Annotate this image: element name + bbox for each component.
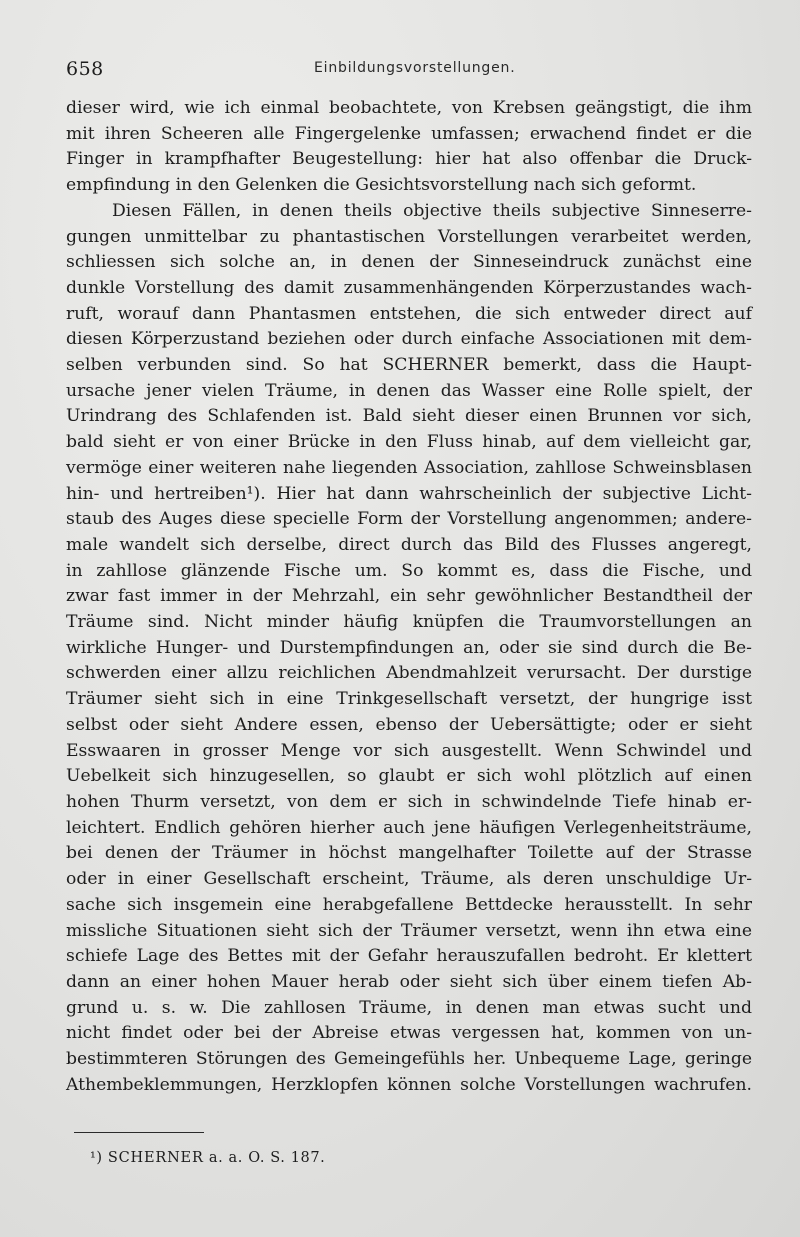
text-line: Urindrang des Schlafenden ist. Bald sieht dieser einen Brunnen vor sich,	[66, 406, 752, 427]
text-line: Esswaaren in grosser Menge vor sich ausgestellt. Wenn Schwindel und	[66, 740, 752, 761]
text-line: grund u. s. w. Die zahllosen Träume, in denen man etwas sucht und	[66, 997, 752, 1018]
text-line: diesen Körperzustand beziehen oder durch einfache Associationen mit dem-	[66, 329, 752, 350]
text-line: Träume sind. Nicht minder häufig knüpfen die Traumvorstellungen an	[66, 612, 752, 633]
footnote-reference: a. a. O. S. 187.	[208, 1150, 326, 1166]
text-line: schiefe Lage des Bettes mit der Gefahr herauszufallen bedroht. Er klettert	[66, 946, 752, 967]
footnote-marker: ¹)	[90, 1150, 103, 1166]
text-line: dunkle Vorstellung des damit zusammenhängenden Körperzustandes wach-	[66, 277, 752, 298]
text-line: leichtert. Endlich gehören hierher auch jene häufigen Verlegenheitsträume,	[66, 817, 752, 838]
text-line: dann an einer hohen Mauer herab oder sieht sich über einem tiefen Ab-	[66, 971, 752, 992]
book-page	[66, 52, 752, 1098]
text-line: schliessen sich solche an, in denen der Sinneseindruck zunächst eine	[66, 252, 752, 273]
text-line: ursache jener vielen Träume, in denen das Wasser eine Rolle spielt, der	[66, 380, 752, 401]
text-line: bald sieht er von einer Brücke in den Fluss hinab, auf dem vielleicht gar,	[66, 432, 752, 453]
text-line: vermöge einer weiteren nahe liegenden Association, zahllose Schweinsblasen	[66, 457, 752, 478]
text-line: hin- und hertreiben¹). Hier hat dann wahrscheinlich der subjective Licht-	[66, 483, 752, 504]
footnote-divider	[74, 1132, 204, 1133]
text-line: nicht findet oder bei der Abreise etwas vergessen hat, kommen von un-	[66, 1023, 752, 1044]
footnote-author: SCHERNER	[107, 1150, 204, 1166]
text-line: in zahllose glänzende Fische um. So kommt es, dass die Fische, und	[66, 560, 752, 581]
text-line: selbst oder sieht Andere essen, ebenso der Uebersättigte; oder er sieht	[66, 714, 752, 735]
text-line: Träumer sieht sich in eine Trinkgesellschaft versetzt, der hungrige isst	[66, 689, 752, 710]
page-number: 658	[66, 58, 104, 80]
text-line: dieser wird, wie ich einmal beobachtete, von Krebsen geängstigt, die ihm	[66, 98, 752, 118]
text-line: mit ihren Scheeren alle Fingergelenke umfassen; erwachend findet er die	[66, 123, 752, 144]
running-head: Einbildungsvorstellungen.	[314, 60, 516, 76]
text-line: bei denen der Träumer in höchst mangelhafter Toilette auf der Strasse	[66, 843, 752, 864]
text-line: empfindung in den Gelenken die Gesichtsvorstellung nach sich geformt.	[66, 175, 697, 196]
text-line: staub des Auges diese specielle Form der Vorstellung angenommen; andere-	[66, 509, 752, 530]
text-line: ruft, worauf dann Phantasmen entstehen, die sich entweder direct auf	[66, 303, 752, 324]
text-line: Athembeklemmungen, Herzklopfen können solche Vorstellungen wachrufen.	[66, 1074, 752, 1095]
text-line: bestimmteren Störungen des Gemeingefühls her. Unbequeme Lage, geringe	[66, 1049, 752, 1070]
text-line: selben verbunden sind. So hat SCHERNER bemerkt, dass die Haupt-	[66, 355, 752, 376]
text-line: Diesen Fällen, in denen theils objective theils subjective Sinneserre-	[112, 200, 752, 221]
text-line: oder in einer Gesellschaft erscheint, Träume, als deren unschuldige Ur-	[66, 869, 752, 890]
text-line: Finger in krampfhafter Beugestellung: hier hat also offenbar die Druck-	[66, 149, 752, 170]
text-line: male wandelt sich derselbe, direct durch das Bild des Flusses angeregt,	[66, 534, 752, 555]
footnote	[90, 1150, 325, 1166]
page-header	[66, 52, 752, 82]
text-line: wirkliche Hunger- und Durstempfindungen an, oder sie sind durch die Be-	[66, 637, 752, 658]
text-line: hohen Thurm versetzt, von dem er sich in schwindelnde Tiefe hinab er-	[66, 791, 752, 812]
text-line: sache sich insgemein eine herabgefallene Bettdecke herausstellt. In sehr	[66, 894, 752, 915]
text-line: Uebelkeit sich hinzugesellen, so glaubt er sich wohl plötzlich auf einen	[66, 766, 752, 787]
text-line: zwar fast immer in der Mehrzahl, ein sehr gewöhnlicher Bestandtheil der	[66, 586, 752, 607]
text-line: gungen unmittelbar zu phantastischen Vorstellungen verarbeitet werden,	[66, 226, 752, 247]
body-text	[66, 96, 752, 1098]
text-line: schwerden einer allzu reichlichen Abendmahlzeit verursacht. Der durstige	[66, 663, 752, 684]
text-line: missliche Situationen sieht sich der Träumer versetzt, wenn ihn etwa eine	[66, 920, 752, 941]
